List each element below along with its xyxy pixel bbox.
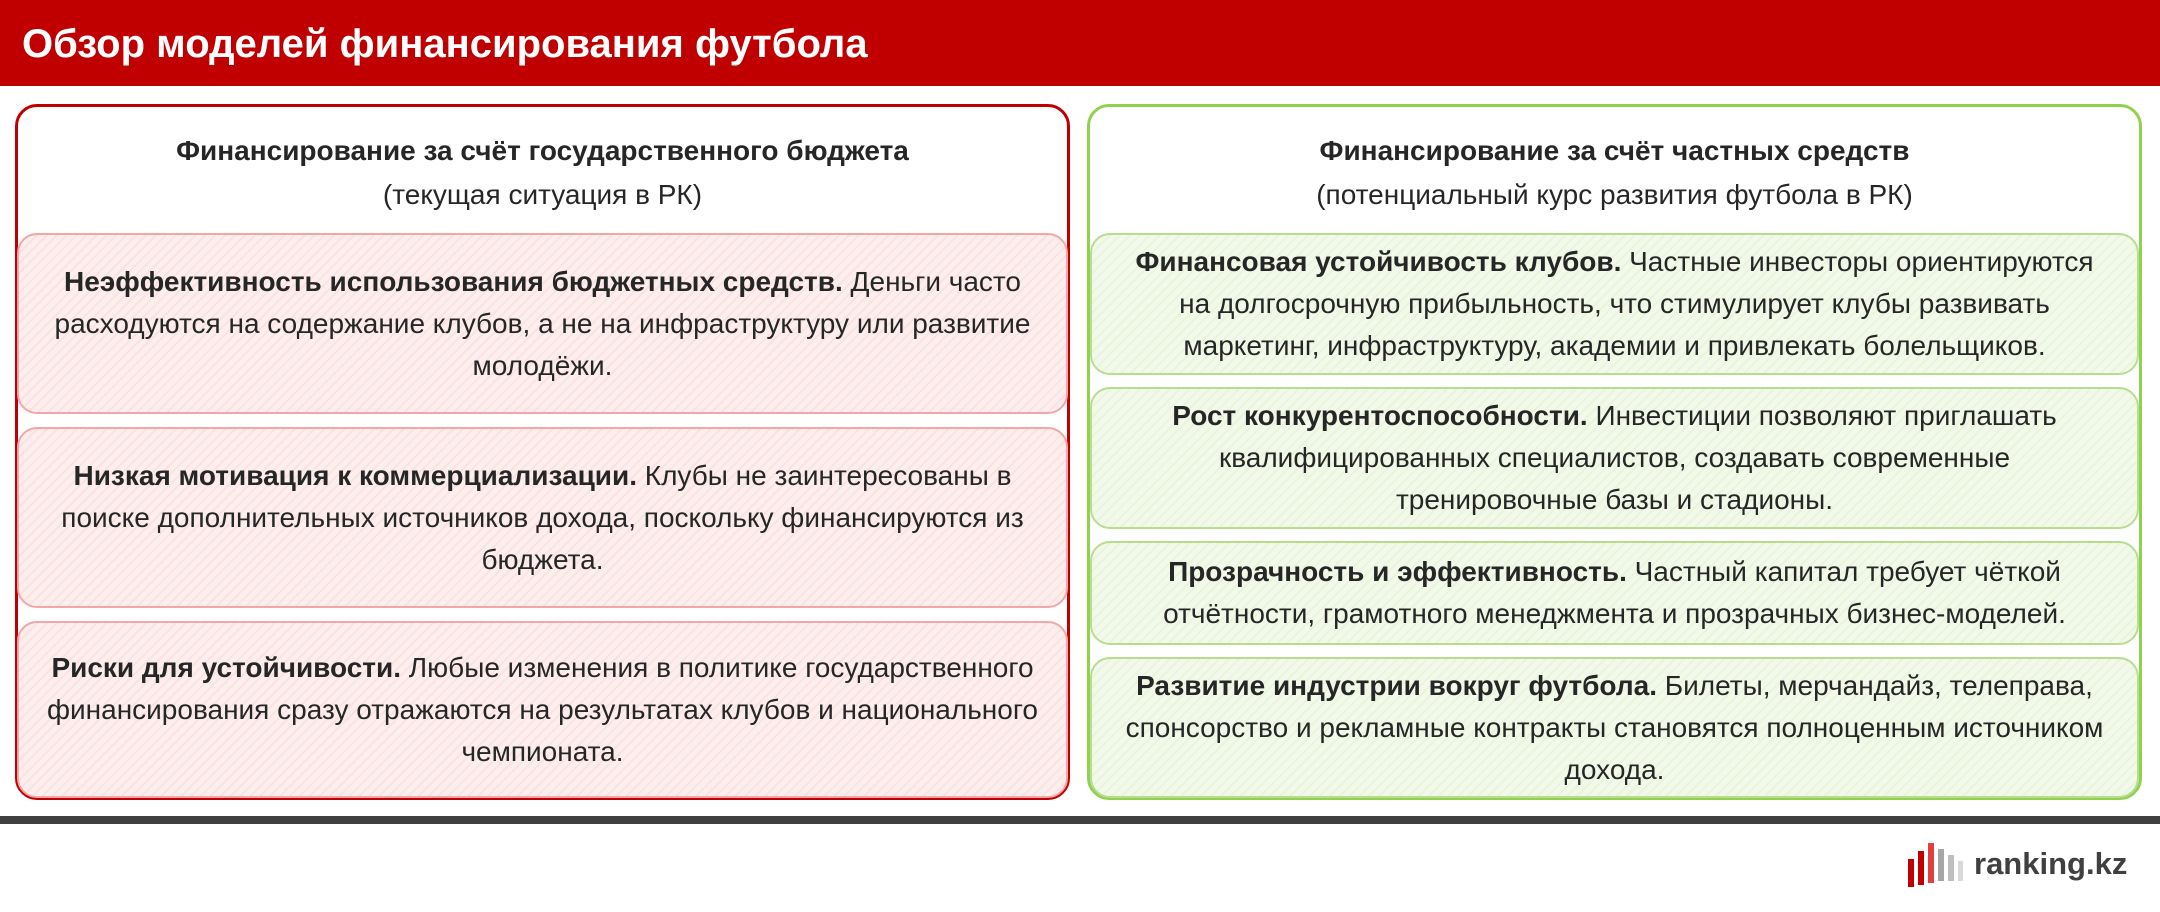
budget-item-heading: Низкая мотивация к коммерциализации. <box>73 459 637 491</box>
private-item-card <box>1090 541 2139 645</box>
ranking-logo <box>1906 840 2127 888</box>
budget-funding-subtitle: (текущая ситуация в РК) <box>382 179 703 210</box>
private-item-card <box>1090 233 2139 375</box>
budget-item-heading: Неэффективность использования бюджетных средств. <box>64 265 843 297</box>
private-item-card <box>1090 387 2139 529</box>
private-item-heading: Прозрачность и эффективность. <box>1168 556 1627 587</box>
budget-item-text: Любые изменения в политике государственного финансирования сразу отражаются на результатах клубов и национального чемпионата. <box>46 651 1038 767</box>
private-item-heading: Финансовая устойчивость клубов. <box>1135 246 1622 277</box>
budget-item-heading: Риски для устойчивости. <box>51 651 402 683</box>
private-item-heading: Развитие индустрии вокруг футбола. <box>1136 669 1657 701</box>
private-item-heading: Рост конкурентоспособности. <box>1172 400 1588 431</box>
budget-item-card <box>17 427 1068 608</box>
header-bar <box>0 0 2160 86</box>
private-item-text: Билеты, мерчандайз, телеправа, спонсорство и рекламные контракты становятся полноценным источником дохода. <box>1125 669 2104 785</box>
budget-funding-title: Финансирование за счёт государственного бюджета <box>176 135 909 166</box>
budget-item-card <box>17 233 1068 414</box>
budget-funding-heading <box>18 129 1067 217</box>
private-funding-heading <box>1090 129 2139 217</box>
private-funding-title: Финансирование за счёт частных средств <box>1319 135 1910 166</box>
private-funding-subtitle: (потенциальный курс развития футбола в РК) <box>1316 179 1913 210</box>
budget-item-text: Клубы не заинтересованы в поиске дополнительных источников дохода, поскольку финансируются из бюджета. <box>61 459 1024 575</box>
bar-chart-logo-icon <box>1906 841 1964 887</box>
private-item-text: Инвестиции позволяют приглашать квалифицированных специалистов, создавать современные тренировочные базы и стадионы. <box>1218 400 2057 515</box>
private-item-card <box>1090 657 2139 798</box>
budget-item-text: Деньги часто расходуются на содержание клубов, а не на инфраструктуру или развитие молодёжи. <box>54 265 1031 381</box>
budget-item-card <box>17 621 1068 798</box>
private-item-text: Частный капитал требует чёткой отчётности, грамотного менеджмента и прозрачных бизнес-моделей. <box>1163 556 2066 629</box>
footer-divider <box>0 816 2160 824</box>
logo-text: ranking.kz <box>1974 846 2128 881</box>
page-title: Обзор моделей финансирования футбола <box>22 22 868 66</box>
private-item-text: Частные инвесторы ориентируются на долгосрочную прибыльность, что стимулирует клубы развивать маркетинг, инфраструктуру, академии и привлекать болельщиков. <box>1179 246 2094 361</box>
